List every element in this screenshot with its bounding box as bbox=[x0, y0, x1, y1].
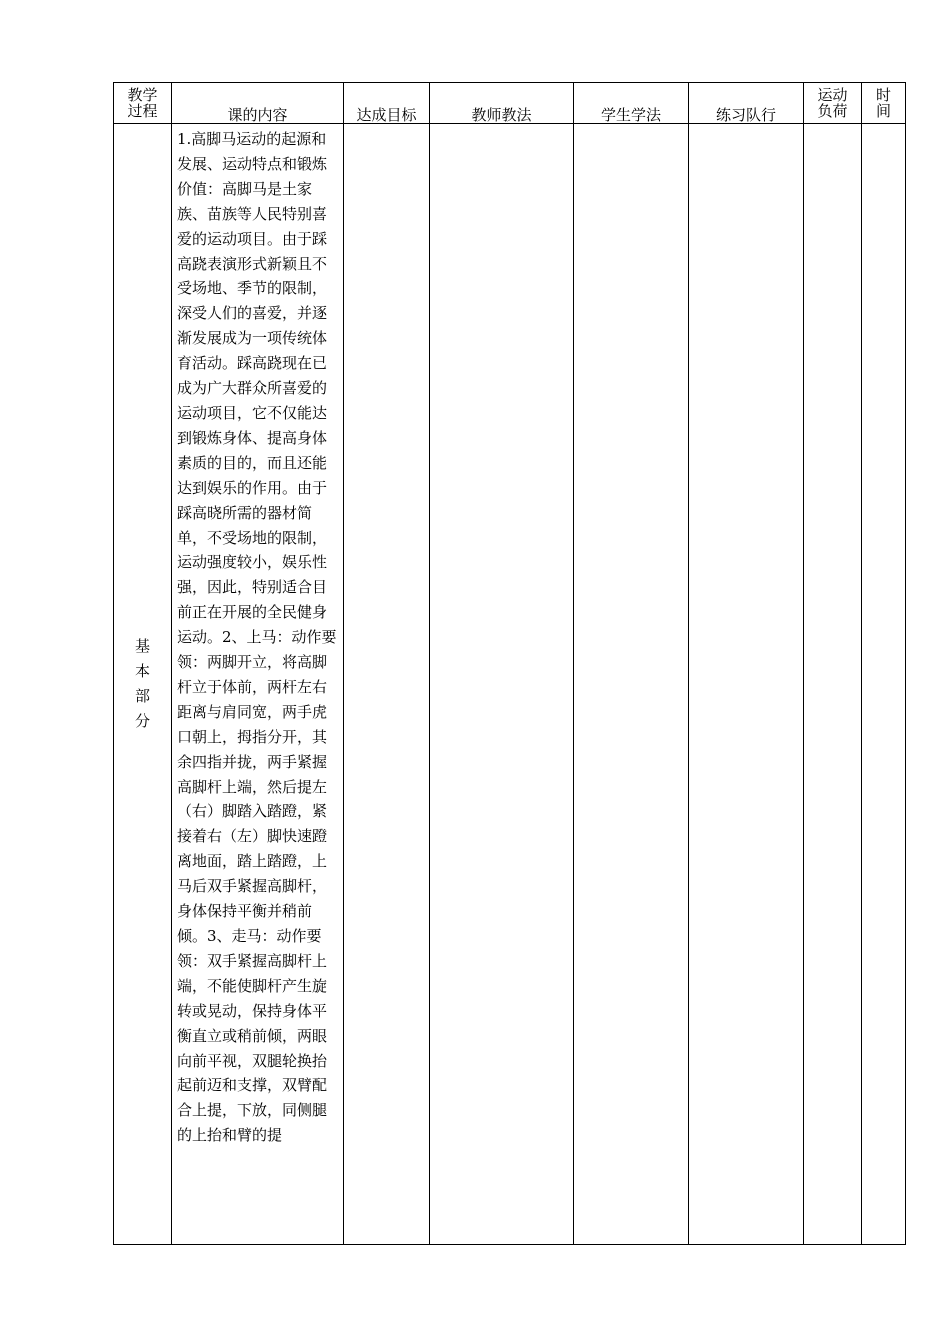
student-method-cell bbox=[574, 124, 689, 1245]
header-load bbox=[804, 83, 862, 124]
table-row bbox=[114, 124, 906, 1245]
stage-char-4: 分 bbox=[134, 712, 150, 730]
stage-char-1: 基 bbox=[134, 637, 150, 655]
header-content: 课的内容 bbox=[172, 83, 344, 124]
lesson-plan-table bbox=[113, 82, 906, 1245]
header-time bbox=[862, 83, 906, 124]
header-stage bbox=[114, 83, 172, 124]
stage-char-2: 本 bbox=[134, 662, 150, 680]
header-load-line-1: 运动 bbox=[817, 86, 848, 104]
stage-cell bbox=[114, 124, 172, 1245]
teacher-method-cell bbox=[430, 124, 574, 1245]
header-teacher-method: 教师教法 bbox=[430, 83, 574, 124]
header-stage-line-2: 过程 bbox=[127, 102, 158, 120]
time-cell bbox=[862, 124, 906, 1245]
header-row bbox=[114, 83, 906, 124]
header-time-line-2: 间 bbox=[875, 102, 891, 120]
formation-cell bbox=[689, 124, 804, 1245]
header-stage-line-1: 教学 bbox=[127, 86, 158, 104]
content-cell: 1.高脚马运动的起源和发展、运动特点和锻炼价值：高脚马是土家族、苗族等人民特别喜爱的运动项目。由于踩高跷表演形式新颖且不受场地、季节的限制，深受人们的喜爱，并逐渐发展成为一项传统体育活动。踩高跷现在已成为广大群众所喜爱的运动项目，它不仅能达到锻炼身体、提高身体素质的目的，而且还能达到娱乐的作用。由于踩高晓所需的器材简单，不受场地的限制，运动强度较小，娱乐性强，因此，特别适合目前正在开展的全民健身运动。2、上马：动作要领：两脚开立，将高脚杆立于体前，两杆左右距离与肩同宽，两手虎口朝上，拇指分开，其余四指并拢，两手紧握高脚杆上端，然后提左（右）脚踏入踏蹬，紧接着右（左）脚快速蹬离地面，踏上踏蹬，上马后双手紧握高脚杆，身体保持平衡并稍前倾。3、走马：动作要领：双手紧握高脚杆上端，不能使脚杆产生旋转或晃动，保持身体平衡直立或稍前倾，两眼向前平视，双腿轮换抬起前迈和支撑，双臂配合上提，下放，同侧腿的上抬和臂的提 bbox=[172, 124, 344, 1245]
header-goal: 达成目标 bbox=[344, 83, 430, 124]
load-cell bbox=[804, 124, 862, 1245]
header-load-line-2: 负荷 bbox=[817, 102, 848, 120]
header-time-line-1: 时 bbox=[875, 86, 891, 104]
header-student-method: 学生学法 bbox=[574, 83, 689, 124]
goal-cell bbox=[344, 124, 430, 1245]
header-formation: 练习队行 bbox=[689, 83, 804, 124]
stage-char-3: 部 bbox=[134, 687, 150, 705]
